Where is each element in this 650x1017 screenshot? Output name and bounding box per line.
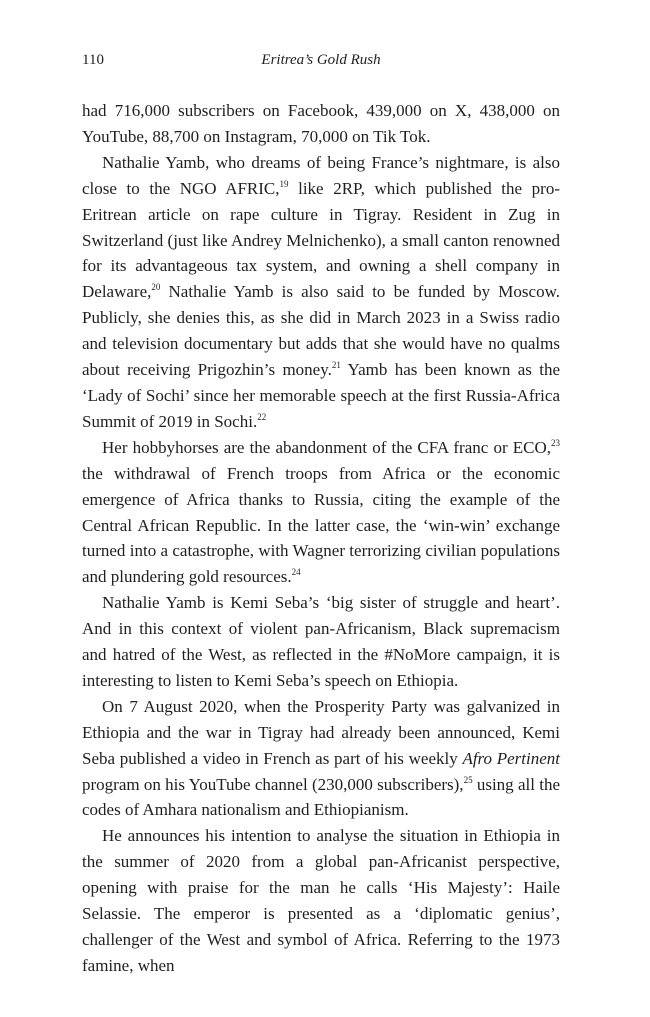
text-run: On 7 August 2020, when the Prosperity Party was galvanized in Ethiopia and the war in Tigray had already been announced, Kemi Seba published a video in French as part of his weekly (82, 696, 560, 768)
body-text (82, 98, 560, 979)
paragraph (82, 590, 560, 694)
text-run: like 2RP, which published the pro-Eritrean article on rape culture in Tigray. Resident in Zug in Switzerland (just like Andrey Melnichenko), a small canton renowned for its advantageous tax system, and owning a shell company in Delaware, (82, 178, 560, 302)
footnote-ref: 22 (257, 411, 267, 422)
text-run: Nathalie Yamb is also said to be funded by Moscow. Publicly, she denies this, as she did in March 2023 in a Swiss radio and television documentary but adds that she would have no qualms about receiving Prigozhin’s money. (82, 282, 560, 380)
footnote-ref: 24 (291, 567, 301, 578)
page-number: 110 (82, 52, 104, 68)
text-run: Nathalie Yamb is Kemi Seba’s ‘big sister of struggle and heart’. And in this context of violent pan-Africanism, Black supremacism and hatred of the West, as reflected in the #NoMore campaign, it is interesting to listen to Kemi Seba’s speech on Ethiopia. (82, 593, 560, 690)
text-run: had 716,000 subscribers on Facebook, 439,000 on X, 438,000 on YouTube, 88,700 on Instagram, 70,000 on Tik Tok. (82, 101, 560, 146)
text-run: He announces his intention to analyse the situation in Ethiopia in the summer of 2020 from a global pan-Africanist perspective, opening with praise for the man he calls ‘His Majesty’: Haile Selassie. The emperor is presented as a ‘diplomatic genius’, challenger of the West and symbol of Africa. Referring to the 1973 famine, when (82, 826, 560, 975)
paragraph (82, 98, 560, 150)
text-run: Nathalie Yamb, who dreams of being France’s nightmare, is also close to the NGO AFRIC, (82, 152, 560, 198)
paragraph (82, 694, 560, 824)
text-run: Yamb has been known as the ‘Lady of Sochi’ since her memorable speech at the first Russia-Africa Summit of 2019 in Sochi. (82, 360, 560, 431)
footnote-ref: 21 (331, 360, 341, 371)
footnote-ref: 23 (551, 437, 560, 448)
footnote-ref: 19 (279, 178, 289, 189)
text-run: the withdrawal of French troops from Africa or the economic emergence of Africa thanks to Russia, citing the example of the Central African Republic. In the latter case, the ‘win-win’ exchange turned into a catastrophe, with Wagner terrorizing civilian populations and plundering gold resources. (82, 463, 560, 587)
paragraph (82, 435, 560, 590)
program-title: Afro Pertinent (462, 748, 561, 768)
paragraph (82, 823, 560, 978)
footnote-ref: 20 (151, 282, 161, 293)
text-run: using all the codes of Amhara nationalism and Ethiopianism. (82, 774, 561, 820)
footnote-ref: 25 (463, 774, 473, 785)
text-run: Her hobbyhorses are the abandonment of the CFA franc or ECO, (102, 437, 551, 457)
running-title: Eritrea’s Gold Rush (261, 52, 381, 68)
paragraph (82, 150, 560, 435)
text-run: program on his YouTube channel (230,000 subscribers), (82, 774, 464, 794)
running-head (82, 52, 560, 74)
